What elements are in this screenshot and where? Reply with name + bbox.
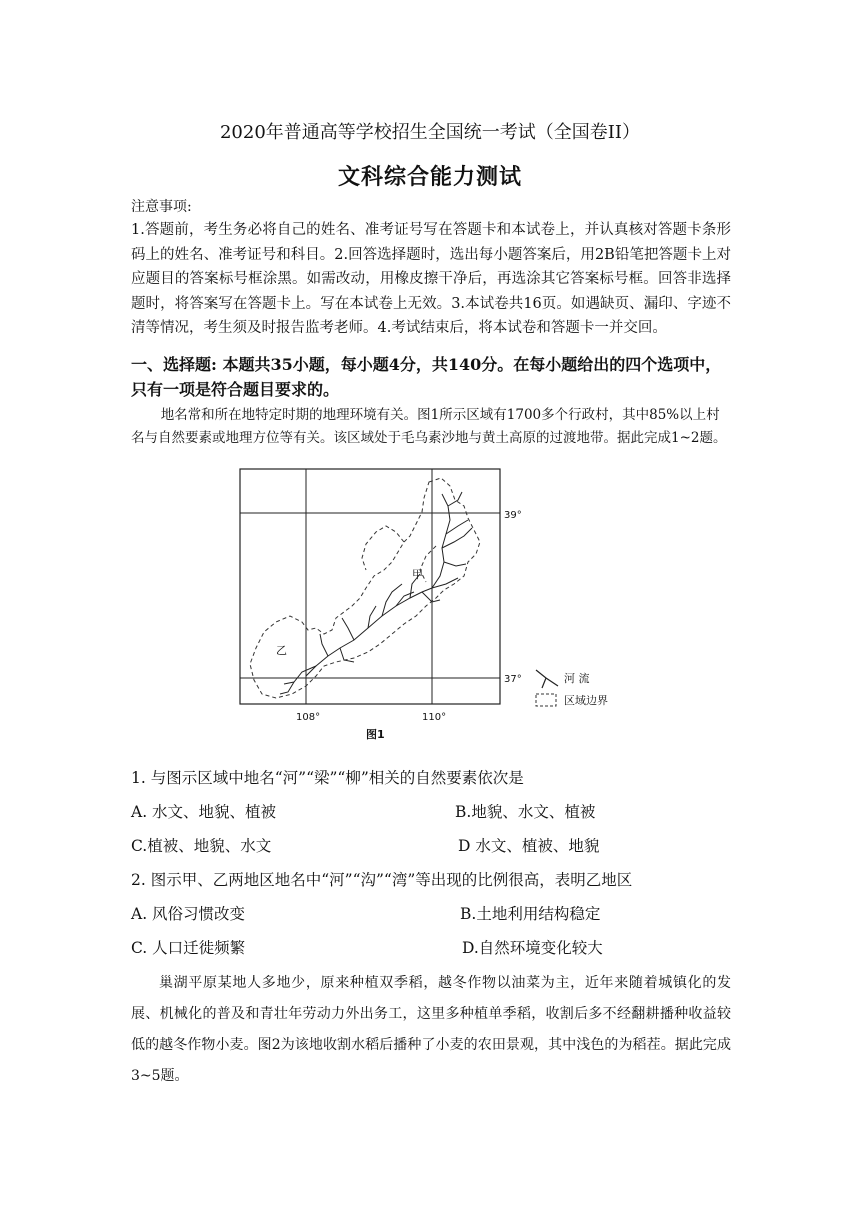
figure-caption: 图1 xyxy=(366,728,385,741)
legend xyxy=(536,670,608,707)
passage-2: 巢湖平原某地人多地少，原来种植双季稻，越冬作物以油菜为主，近年来随着城镇化的发展、机械化的普及和青壮年劳动力外出务工，这里多种植单季稻，收割后多不经翻耕播种收益较低的越冬作物小麦。图2为该地收割水稻后播种了小麦的农田景观，其中浅色的为稻茬。据此完成3~5题。 xyxy=(131,975,731,1084)
map-frame xyxy=(240,469,500,704)
notice-heading: 注意事项: xyxy=(131,199,192,215)
legend-river-label: 河 流 xyxy=(564,672,590,685)
river-legend-icon xyxy=(536,670,558,688)
question-2-stem: 2. 图示甲、乙两地区地名中“河”“沟”“湾”等出现的比例很高，表明乙地区 xyxy=(131,871,633,889)
question-2-option-a: A. 风俗习惯改变 xyxy=(131,905,246,923)
figure-1-map xyxy=(236,466,626,746)
label-jia: 甲 xyxy=(412,568,423,581)
exam-subtitle: 文科综合能力测试 xyxy=(337,164,522,190)
region-boundary xyxy=(250,478,480,698)
label-lat-39: 39° xyxy=(504,510,522,521)
internal-boundary xyxy=(362,526,404,570)
question-1-stem: 1. 与图示区域中地名“河”“梁”“柳”相关的自然要素依次是 xyxy=(131,769,524,787)
boundary-legend-icon xyxy=(536,694,556,706)
label-lon-108: 108° xyxy=(296,712,321,723)
question-1-option-c: C.植被、地貌、水文 xyxy=(131,837,272,855)
legend-boundary-label: 区域边界 xyxy=(564,694,608,707)
question-2-option-c: C. 人口迁徙频繁 xyxy=(131,939,246,957)
question-2-option-d: D.自然环境变化较大 xyxy=(462,939,603,957)
rivers xyxy=(280,492,472,694)
question-2-option-b: B.土地利用结构稳定 xyxy=(460,905,601,923)
exam-title: 2020年普通高等学校招生全国统一考试（全国卷II） xyxy=(219,122,641,143)
question-1-option-d: D 水文、植被、地貌 xyxy=(458,837,600,855)
question-1-option-a: A. 水文、地貌、植被 xyxy=(131,803,277,821)
label-lon-110: 110° xyxy=(422,712,447,723)
question-1-option-b: B.地貌、水文、植被 xyxy=(455,803,596,821)
passage-1: 地名常和所在地特定时期的地理环境有关。图1所示区域有1700多个行政村，其中85%以上村名与自然要素或地理方位等有关。该区域处于毛乌素沙地与黄土高原的过渡地带。据此完成1~2题。 xyxy=(131,407,727,446)
label-lat-37: 37° xyxy=(504,674,522,685)
label-yi: 乙 xyxy=(276,644,287,657)
notice-body: 1.答题前，考生务必将自己的姓名、准考证号写在答题卡和本试卷上，并认真核对答题卡条形码上的姓名、准考证号和科目。2.回答选择题时，选出每小题答案后，用2B铅笔把答题卡上对应题目的答案标号框涂黑。如需改动，用橡皮擦干净后，再选涂其它答案标号框。回答非选择题时，将答案写在答题卡上。写在本试卷上无效。3.本试卷共16页。如遇缺页、漏印、字迹不清等情况，考生须及时报告监考老师。4.考试结束后，将本试卷和答题卡一并交回。 xyxy=(131,222,731,336)
section-heading: 一、选择题: 本题共35小题，每小题4分，共140分。在每小题给出的四个选项中，只有一项是符合题目要求的。 xyxy=(131,355,722,399)
